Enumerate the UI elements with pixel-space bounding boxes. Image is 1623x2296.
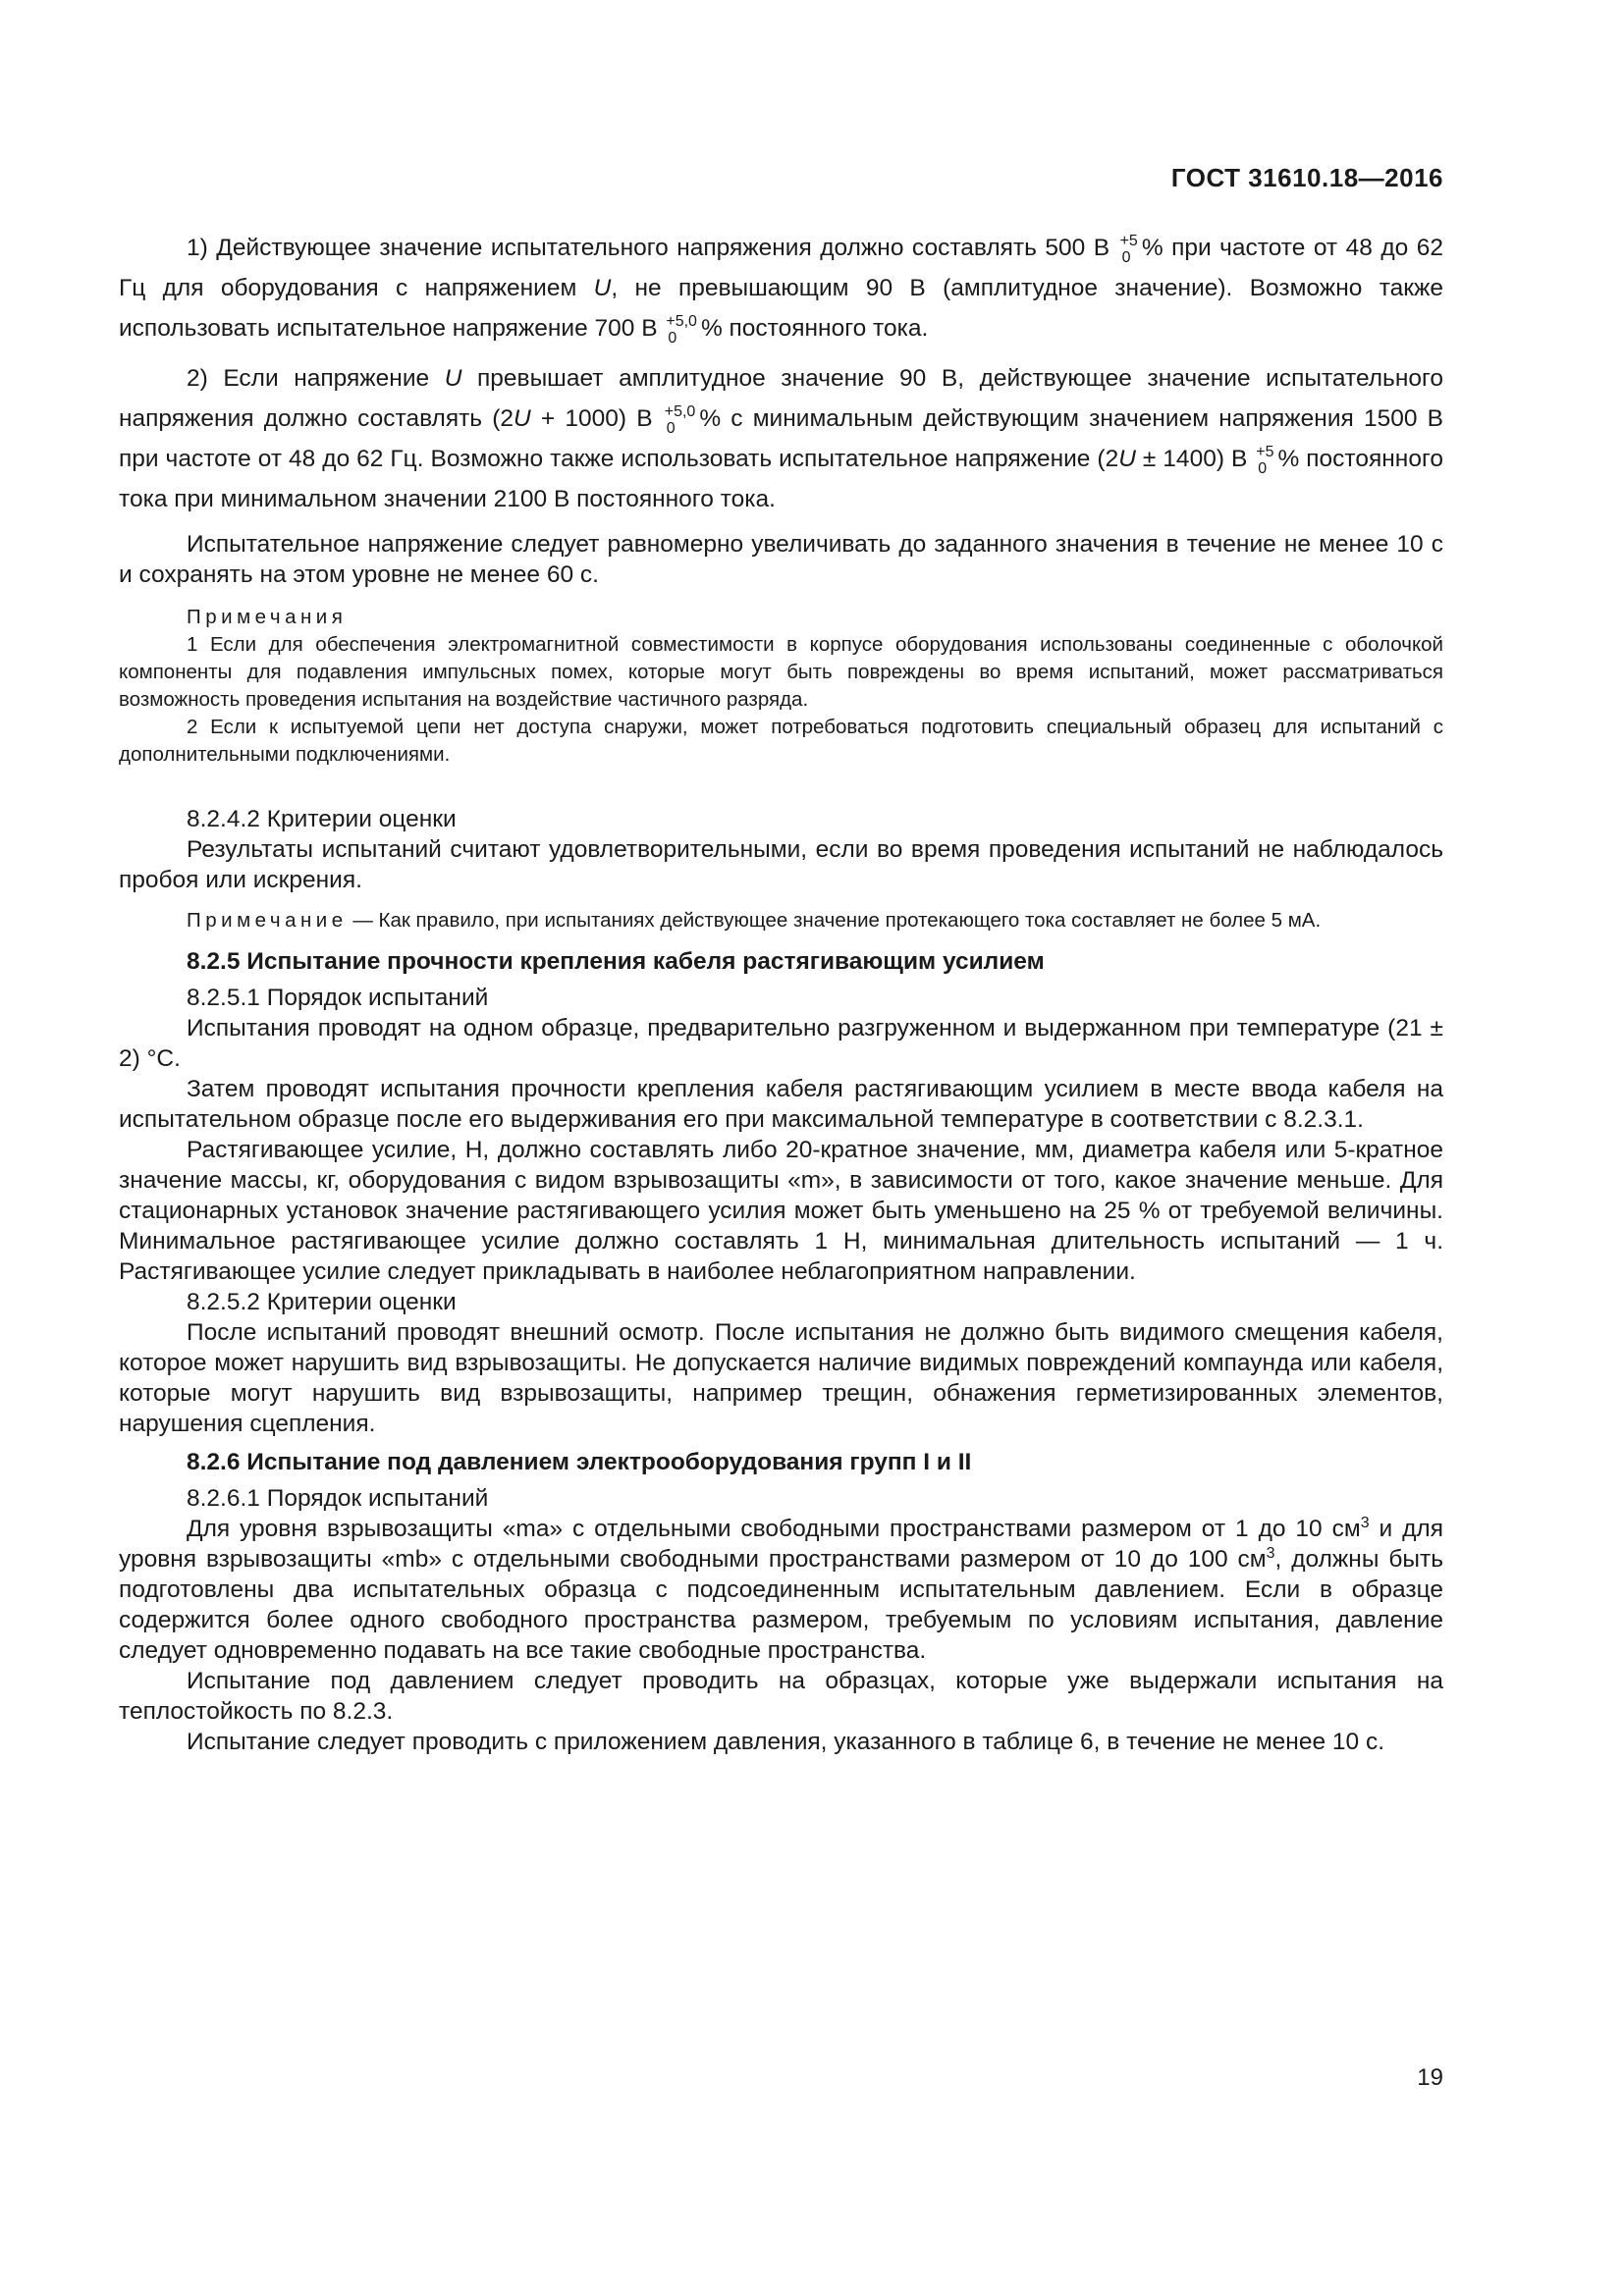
- page-content: [119, 228, 1443, 1757]
- section-8-2-5-heading: 8.2.5 Испытание прочности крепления кабеля растягивающим усилием: [187, 948, 1045, 975]
- superscript-3: 3: [1360, 1514, 1370, 1531]
- item-2-text-d: % с минимальным действующим значением напряжения 1500 В при частоте от 48 до 62 Гц. Возможно также использовать испытательное напряжение (2: [119, 405, 1443, 472]
- section-8-2-5-1-p2: Затем проводят испытания прочности крепления кабеля растягивающим усилием в месте ввода кабеля на испытательном образце после его выдерживания его при максимальной температуре в соответствии с 8.2.3.1.: [119, 1076, 1443, 1133]
- note-2: 2 Если к испытуемой цепи нет доступа снаружи, может потребоваться подготовить специальный образец для испытаний с дополнительными подключениями.: [119, 716, 1443, 766]
- tolerance-lower: 0: [1258, 459, 1268, 477]
- note-text: — Как правило, при испытаниях действующее значение протекающего тока составляет не более 5 мА.: [352, 909, 1322, 932]
- variable-u: U: [1118, 446, 1136, 472]
- superscript-3: 3: [1266, 1544, 1275, 1562]
- notes-title: Примечания: [187, 606, 348, 628]
- section-8-2-4-2-heading: 8.2.4.2 Критерии оценки: [187, 806, 457, 832]
- variable-u: U: [514, 405, 531, 432]
- item-1-text-d: % постоянного тока.: [700, 315, 929, 342]
- section-8-2-6-heading: 8.2.6 Испытание под давлением электрооборудования групп I и II: [187, 1449, 972, 1475]
- standard-header: ГОСТ 31610.18—2016: [1170, 163, 1443, 192]
- tolerance-frac: [1256, 444, 1273, 477]
- section-8-2-6-1-p1: [119, 1514, 1443, 1666]
- section-8-2-5-2-p1: После испытаний проводят внешний осмотр. После испытания не должно быть видимого смещения кабеля, которое может нарушить вид взрывозащиты. Не допускается наличие видимых повреждений компаунда или кабеля, которые могут нарушить вид взрывозащиты, например трещин, обнажения герметизированных элементов, нарушения сцепления.: [119, 1319, 1443, 1437]
- item-2-text-c: + 1000) В: [540, 405, 653, 432]
- page-number: 19: [1417, 2064, 1443, 2091]
- section-8-2-5-1-heading: 8.2.5.1 Порядок испытаний: [187, 985, 489, 1011]
- item-1-text-c: , не превышающим 90 В (амплитудное значение). Возможно также использовать испытательное напряжение 700 В: [119, 275, 1443, 342]
- item-2-text-e: ± 1400) В: [1142, 446, 1248, 472]
- tolerance-upper: +5: [1256, 443, 1274, 460]
- note-1: 1 Если для обеспечения электромагнитной совместимости в корпусе оборудования использованы соединенные с оболочкой компоненты для подавления импульсных помех, которые могут быть повреждены во время испытаний, может рассматриваться возможность проведения испытания на воздействие частичного разряда.: [119, 633, 1443, 711]
- voltage-rise-paragraph: Испытательное напряжение следует равномерно увеличивать до заданного значения в течение не менее 10 с и сохранять на этом уровне не менее 60 с.: [119, 531, 1443, 588]
- item-2-text-f: % постоянного тока при минимальном значении 2100 В постоянного тока.: [119, 446, 1443, 512]
- section-8-2-4-2-note: [119, 907, 1443, 934]
- section-8-2-6-1-p3: Испытание следует проводить с приложением давления, указанного в таблице 6, в течение не менее 10 с.: [187, 1729, 1384, 1755]
- p1-text-a: Для уровня взрывозащиты «ma» с отдельными свободными пространствами размером от 1 до 10 см: [187, 1516, 1361, 1542]
- tolerance-lower: 0: [666, 419, 676, 437]
- notes-block: [119, 604, 1443, 769]
- section-8-2-5-2-heading: 8.2.5.2 Критерии оценки: [187, 1289, 457, 1315]
- section-8-2-5-1-p3: Растягивающее усилие, Н, должно составлять либо 20-кратное значение, мм, диаметра кабеля или 5-кратное значение массы, кг, оборудования с видом взрывозащиты «m», в зависимости от того, какое значение меньше. Для стационарных установок значение растягивающего усилия может быть уменьшено на 25 % от требуемой величины. Минимальное растягивающее усилие должно составлять 1 Н, минимальная длительность испытаний — 1 ч. Растягивающее усилие следует прикладывать в наиболее неблагоприятном направлении.: [119, 1137, 1443, 1285]
- section-8-2-6-1-p2: Испытание под давлением следует проводить на образцах, которые уже выдержали испытания на теплостойкость по 8.2.3.: [119, 1668, 1443, 1725]
- item-2-text-b: превышает амплитудное значение 90 В, действующее значение испытательного напряжения должно составлять (2: [119, 365, 1444, 432]
- tolerance-frac: [666, 313, 697, 347]
- tolerance-frac: [665, 403, 696, 437]
- section-8-2-5-1-p1: Испытания проводят на одном образце, предварительно разгруженном и выдержанном при температуре (21 ± 2) °С.: [119, 1015, 1443, 1072]
- p1-text-c: , должны быть подготовлены два испытательных образца с подсоединенным испытательным давлением. Если в образце содержится более одного свободного пространства размером, требуемым по условиям испытания, давление следует одновременно подавать на все такие свободные пространства.: [119, 1546, 1443, 1664]
- variable-u: U: [444, 365, 462, 392]
- p1-text-b: и для уровня взрывозащиты «mb» с отдельными свободными пространствами размером от 10 до 100 см: [119, 1516, 1443, 1573]
- item-2: [119, 358, 1443, 519]
- section-8-2-4-2-text: Результаты испытаний считают удовлетворительными, если во время проведения испытаний не наблюдалось пробоя или искрения.: [119, 836, 1443, 893]
- note-label: Примечание: [187, 909, 348, 932]
- tolerance-upper: +5,0: [664, 402, 696, 420]
- tolerance-upper: +5,0: [666, 312, 697, 330]
- tolerance-upper: +5: [1119, 232, 1138, 249]
- tolerance-frac: [1120, 233, 1138, 266]
- tolerance-lower: 0: [668, 329, 677, 347]
- item-1-text-b: % при частоте от 48 до 62 Гц для оборудования с напряжением: [119, 235, 1444, 301]
- variable-u: U: [593, 275, 612, 301]
- tolerance-lower: 0: [1121, 248, 1131, 266]
- item-1: [119, 228, 1443, 348]
- item-1-text-a: 1) Действующее значение испытательного напряжения должно составлять 500 В: [187, 235, 1110, 261]
- item-2-text-a: 2) Если напряжение: [187, 365, 430, 392]
- section-8-2-6-1-heading: 8.2.6.1 Порядок испытаний: [187, 1485, 489, 1512]
